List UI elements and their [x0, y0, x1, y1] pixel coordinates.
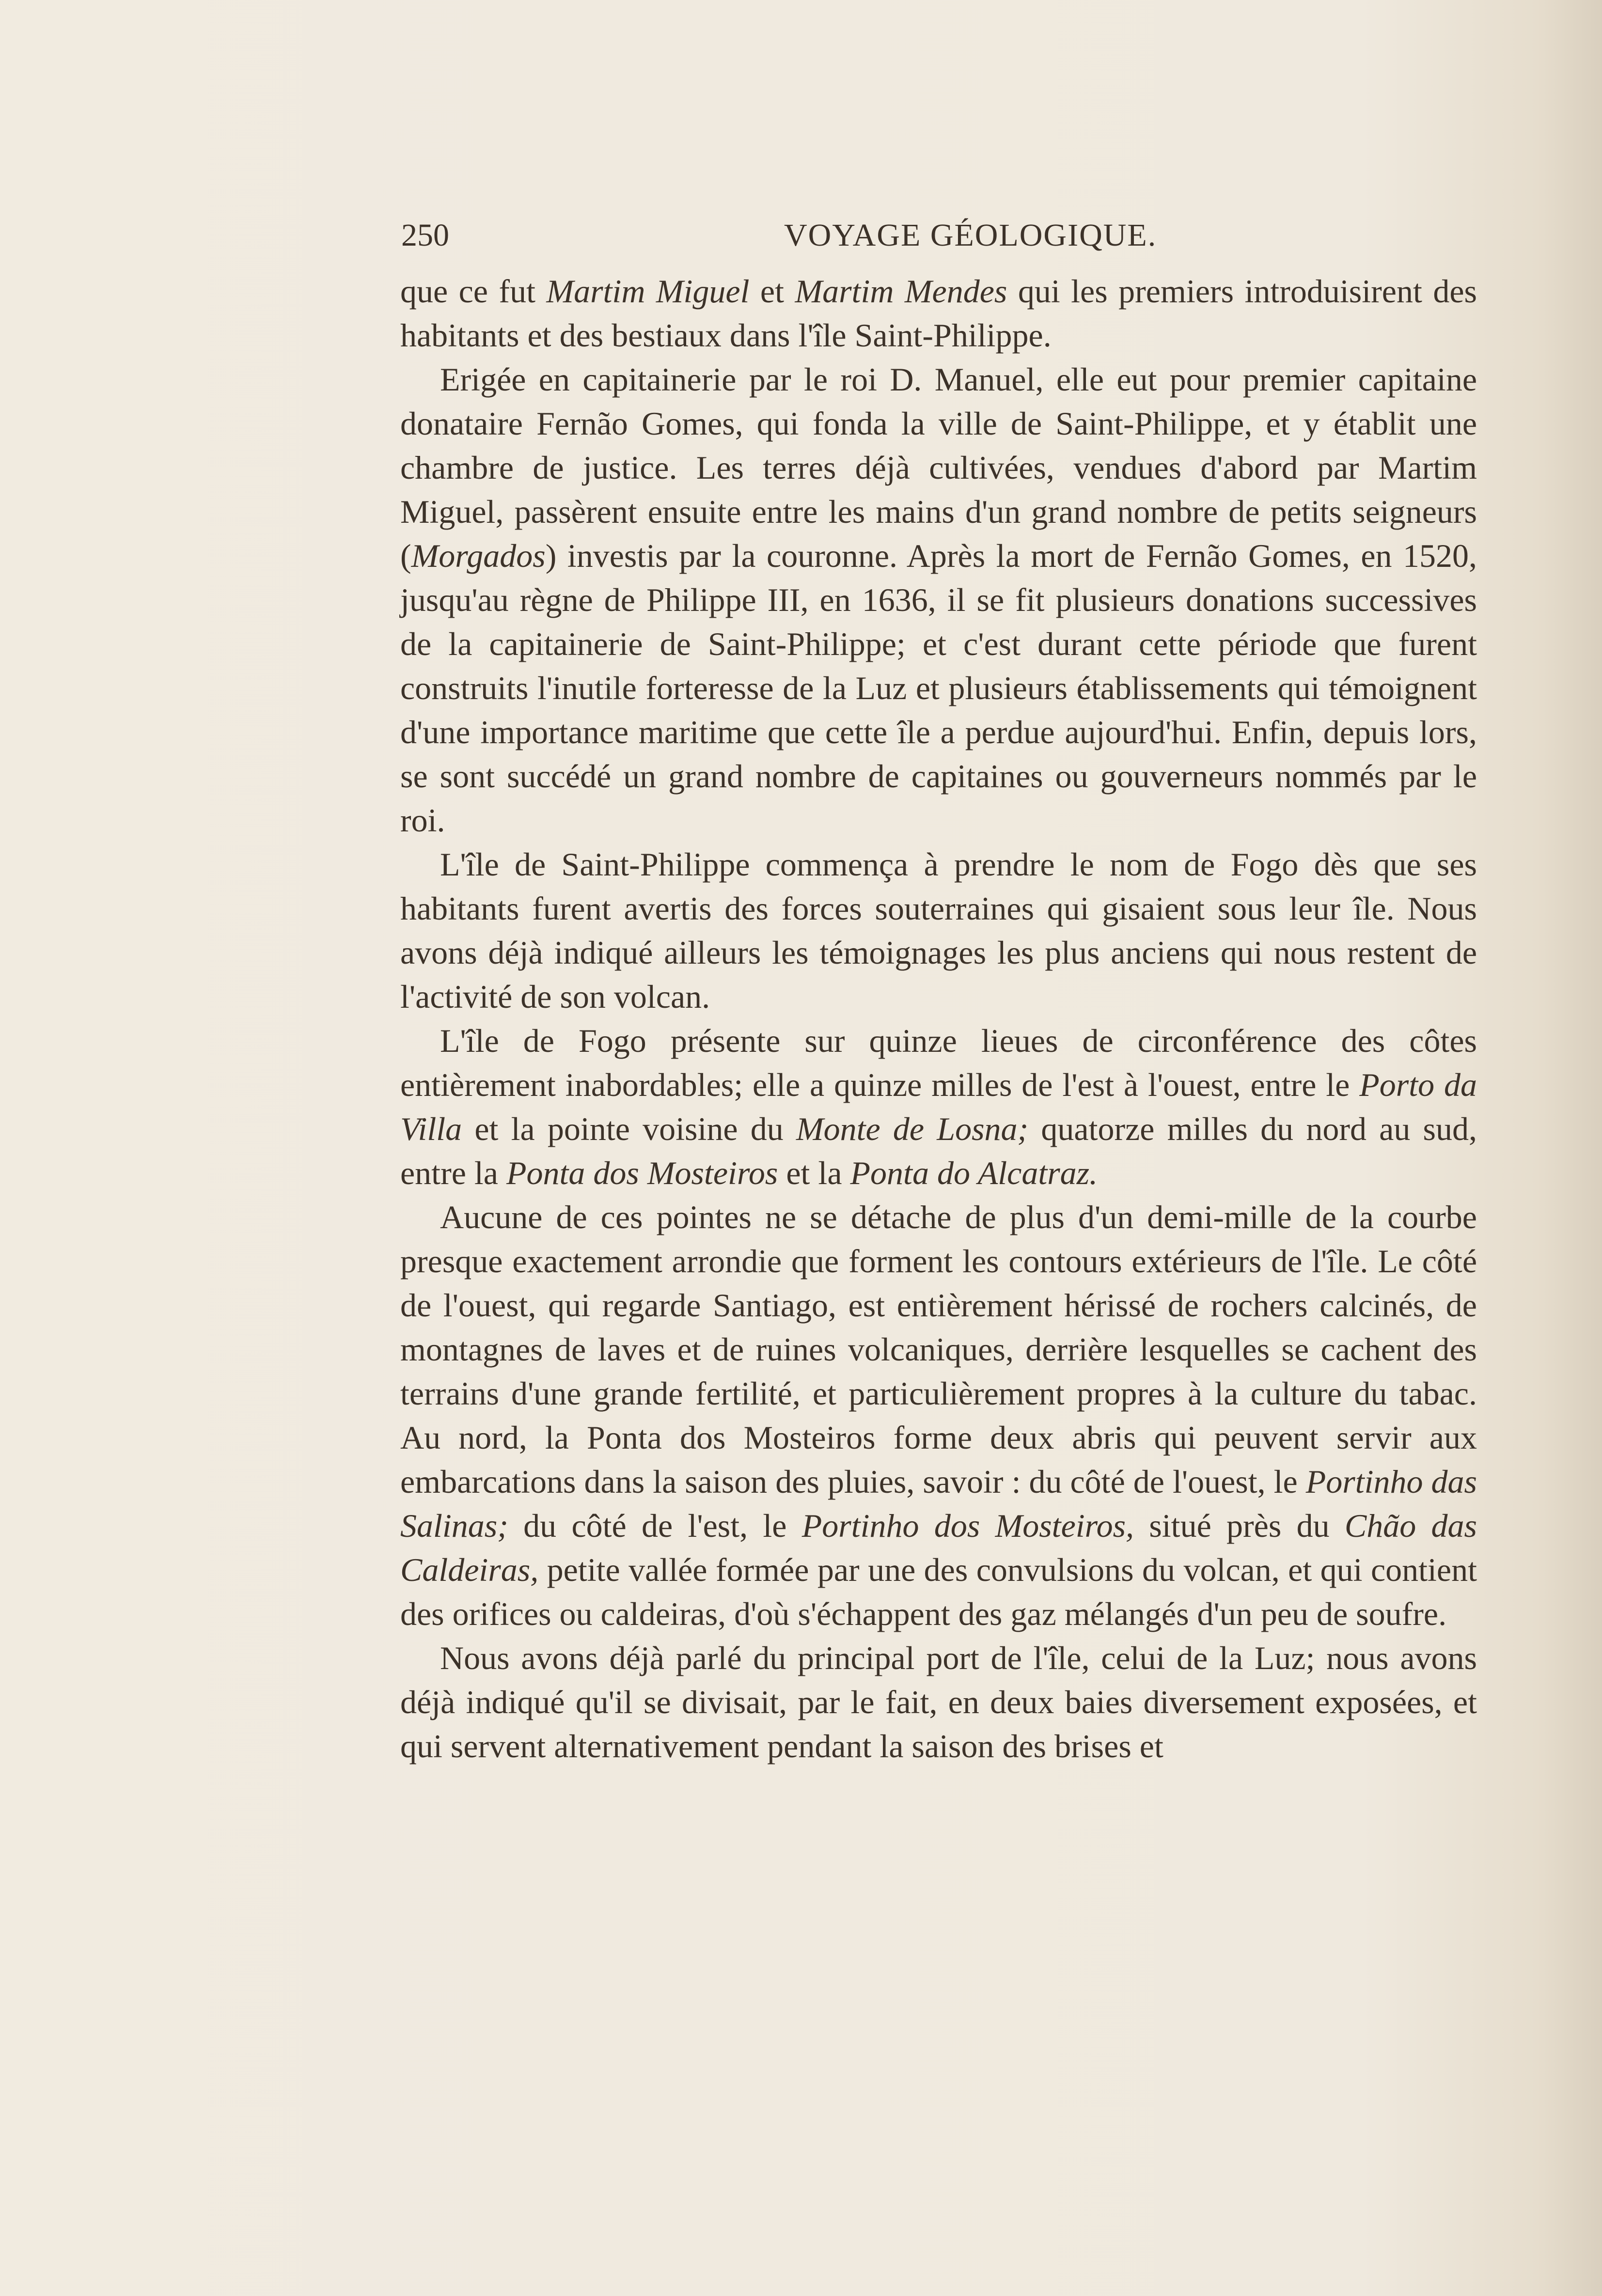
text-run: quatorze milles du nord au sud, entre la: [400, 1110, 1477, 1191]
text-run: petite vallée formée par une des convulsions du volcan, et qui contient des orifices ou caldeiras, d'où s'échappent des gaz mélangés d'un peu de soufre.: [400, 1551, 1477, 1632]
paragraph: [400, 1636, 1477, 1768]
italic-phrase: Porto da Villa: [400, 1066, 1477, 1147]
running-title: VOYAGE GÉOLOGIQUE.: [784, 218, 1157, 253]
text-run: situé près du: [1134, 1507, 1345, 1544]
italic-phrase: Morgados: [411, 537, 546, 574]
italic-phrase: Ponta dos Mosteiros: [506, 1155, 778, 1191]
text-run: et la: [778, 1155, 850, 1191]
italic-phrase: Monte de Losna;: [796, 1110, 1029, 1147]
text-run: du côté de l'est, le: [508, 1507, 802, 1544]
text-run: ) investis par la couronne. Après la mort de Fernão Gomes, en 1520, jusqu'au règne de Philippe III, en 1636, il se fit plusieurs donations successives de la capitainerie de Saint-Philippe; et c'est durant cette période que furent construits l'inutile forteresse de la Luz et plusieurs établissements qui témoignent d'une importance maritime que cette île a perdue aujourd'hui. Enfin, depuis lors, se sont succédé un grand nombre de capitaines ou gouverneurs nommés par le roi.: [400, 537, 1477, 839]
italic-phrase: Portinho dos Mosteiros,: [801, 1507, 1134, 1544]
italic-phrase: Martim Miguel: [546, 273, 750, 310]
paragraph: [400, 843, 1477, 1019]
italic-phrase: Martim Mendes: [795, 273, 1007, 310]
text-run: et: [749, 273, 795, 310]
text-run: L'île de Fogo présente sur quinze lieues de circonférence des côtes entièrement inabordables; elle a quinze milles de l'est à l'ouest, entre le: [400, 1022, 1477, 1103]
paragraph: [400, 1195, 1477, 1636]
italic-phrase: Portinho das Salinas;: [400, 1463, 1477, 1544]
text-run: Aucune de ces pointes ne se détache de plus d'un demi-mille de la courbe presque exactement arrondie que forment les contours extérieurs de l'île. Le côté de l'ouest, qui regarde Santiago, est entièrement hérissé de rochers calcinés, de montagnes de laves et de ruines volcaniques, derrière lesquelles se cachent des terrains d'une grande fertilité, et particulièrement propres à la culture du tabac. Au nord, la Ponta dos Mosteiros forme deux abris qui peuvent servir aux embarcations dans la saison des pluies, savoir : du côté de l'ouest, le: [400, 1199, 1477, 1500]
paragraph: [400, 269, 1477, 358]
page-number: 250: [401, 218, 449, 253]
italic-phrase: Chão das Caldeiras,: [400, 1507, 1477, 1588]
paragraph: [400, 1019, 1477, 1195]
text-run: L'île de Saint-Philippe commença à prendre le nom de Fogo dès que ses habitants furent avertis des forces souterraines qui gisaient sous leur île. Nous avons déjà indiqué ailleurs les témoignages les plus anciens qui nous restent de l'activité de son volcan.: [400, 846, 1477, 1015]
body-text: [400, 269, 1477, 1768]
text-run: Erigée en capitainerie par le roi D. Manuel, elle eut pour premier capitaine donataire Fernão Gomes, qui fonda la ville de Saint-Philippe, et y établit une chambre de justice. Les terres déjà cultivées, vendues d'abord par Martim Miguel, passèrent ensuite entre les mains d'un grand nombre de petits seigneurs (: [400, 361, 1477, 574]
text-run: que ce fut: [400, 273, 547, 310]
paragraph: [400, 358, 1477, 843]
text-run: et la pointe voisine du: [462, 1110, 796, 1147]
page-header: [401, 217, 1477, 275]
italic-phrase: Ponta do Alcatraz.: [850, 1155, 1098, 1191]
text-run: Nous avons déjà parlé du principal port de l'île, celui de la Luz; nous avons déjà indiqué qu'il se divisait, par le fait, en deux baies diversement exposées, et qui servent alternativement pendant la saison des brises et: [400, 1640, 1477, 1765]
text-run: qui les premiers introduisirent des habitants et des bestiaux dans l'île Saint-Philippe.: [400, 273, 1477, 354]
